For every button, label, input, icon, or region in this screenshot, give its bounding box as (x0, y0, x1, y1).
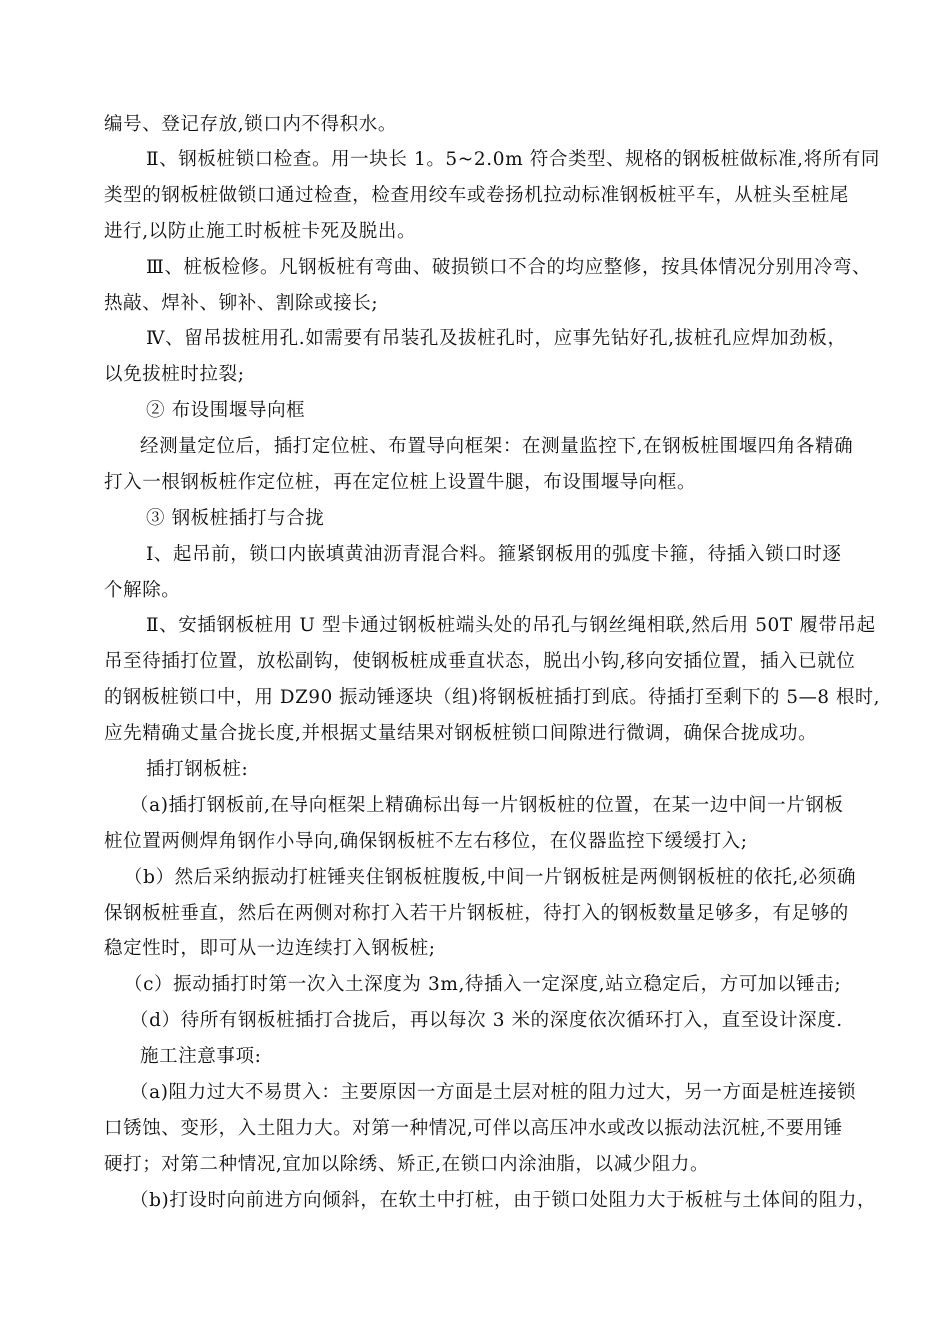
text-line: 硬打；对第二种情况,宜加以除绣、矫正,在锁口内涂油脂，以减少阻力。 (104, 1154, 710, 1175)
text-line: 口锈蚀、变形，入土阻力大。对第一种情况,可伴以高压冲水或改以振动法沉桩,不要用锤 (104, 1118, 843, 1139)
text-line: 编号、登记存放,锁口内不得积水。 (104, 114, 397, 135)
text-line: 的钢板桩锁口中，用 DZ90 振动锤逐块（组)将钢板桩插打到底。待插打至剩下的 5—8 根时, (104, 687, 881, 708)
text-line: Ⅱ、钢板桩锁口检查。用一块长 1。5~2.0m 符合类型、规格的钢板桩做标准,将所有同 (146, 149, 881, 170)
text-line: Ⅲ、桩板检修。凡钢板桩有弯曲、破损锁口不合的均应整修，按具体情况分别用冷弯、 (146, 257, 872, 278)
text-line: （a)阻力过大不易贯入：主要原因一方面是土层对桩的阻力过大，另一方面是桩连接锁 (130, 1082, 857, 1103)
text-line: （c）振动插打时第一次入土深度为 3m,待插入一定深度,站立稳定后，方可加以锤击; (124, 974, 842, 995)
text-line: 应先精确丈量合拢长度,并根据丈量结果对钢板桩锁口间隙进行微调，确保合拢成功。 (104, 723, 818, 744)
text-line: Ⅰ、起吊前，锁口内嵌填黄油沥青混合料。箍紧钢板用的弧度卡箍，待插入锁口时逐 (146, 544, 842, 565)
text-line: 经测量定位后，插打定位桩、布置导向框架：在测量监控下,在钢板桩围堰四角各精确 (140, 436, 854, 457)
text-line: 稳定性时，即可从一边连续打入钢板桩; (104, 938, 436, 959)
text-line: Ⅳ、留吊拔桩用孔.如需要有吊装孔及拔桩孔时，应事先钻好孔,拔桩孔应焊加劲板， (146, 328, 847, 349)
text-line: （b)打设时向前进方向倾斜，在软土中打桩，由于锁口处阻力大于板桩与土体间的阻力， (130, 1190, 877, 1211)
text-line: 热敲、焊补、铆补、割除或接长; (104, 293, 379, 314)
text-line: 保钢板桩垂直，然后在两侧对称打入若干片钢板桩，待打入的钢板数量足够多，有足够的 (104, 903, 849, 924)
text-line: 以免拔桩时拉裂; (104, 364, 245, 385)
text-line: 个解除。 (104, 580, 181, 601)
text-line: 类型的钢板桩做锁口通过检查，检查用绞车或卷扬机拉动标准钢板桩平车，从桩头至桩尾 (104, 185, 849, 206)
section-heading: ② 布设围堰导向框 (146, 400, 306, 421)
text-line: 打入一根钢板桩作定位桩，再在定位桩上设置牛腿，布设围堰导向框。 (104, 472, 697, 493)
text-line: 进行,以防止施工时板桩卡死及脱出。 (104, 221, 417, 242)
text-line: （a)插打钢板前,在导向框架上精确标出每一片钢板桩的位置，在某一边中间一片钢板 (130, 795, 844, 816)
text-line: （d）待所有钢板桩插打合拢后，再以每次 3 米的深度依次循环打入，直至设计深度. (130, 1010, 843, 1031)
text-line: 吊至待插打位置，放松副钩，使钢板桩成垂直状态，脱出小钩,移向安插位置，插入已就位 (104, 651, 856, 672)
text-line: 桩位置两侧焊角钢作小导向,确保钢板桩不左右移位，在仪器监控下缓缓打入; (104, 831, 748, 852)
text-line: Ⅱ、安插钢板桩用 U 型卡通过钢板桩端头处的吊孔与钢丝绳相联,然后用 50T 履带吊起 (146, 615, 876, 636)
section-heading: 插打钢板桩: (146, 759, 249, 780)
section-heading: ③ 钢板桩插打与合拢 (146, 508, 325, 529)
section-heading: 施工注意事项: (140, 1046, 262, 1067)
text-line: （b）然后采纳振动打桩锤夹住钢板桩腹板,中间一片钢板桩是两侧钢板桩的依托,必须确 (124, 867, 857, 888)
